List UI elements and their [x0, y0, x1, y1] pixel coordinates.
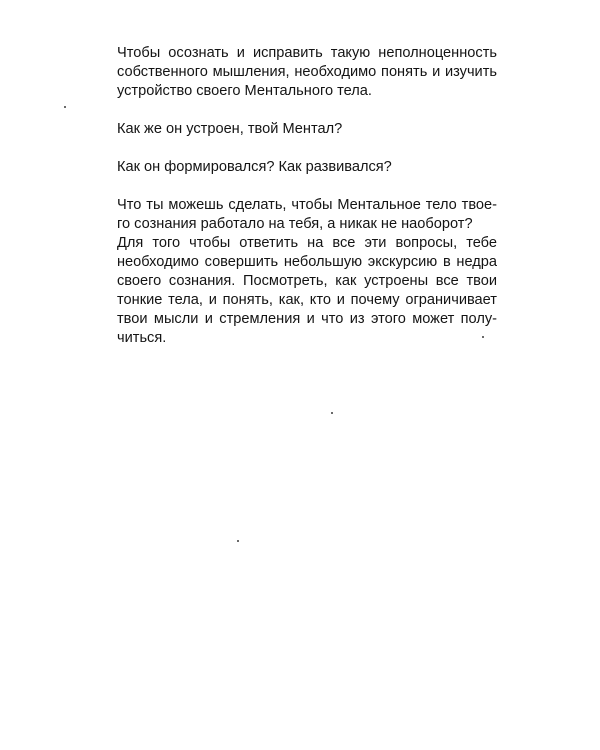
paragraph-3: [117, 158, 497, 177]
text-line: собственного мышления, необходимо понять и изучить: [117, 64, 497, 80]
text-line: Как он формировался? Как развивался?: [117, 159, 392, 175]
scan-speck: [64, 106, 66, 108]
page-body-text: [117, 44, 497, 348]
text-line: Как же он устроен, твой Ментал?: [117, 121, 343, 137]
text-line: Для того чтобы ответить на все эти вопросы, тебе: [117, 235, 497, 251]
text-line: твои мысли и стремления и что из этого может полу-: [117, 311, 497, 327]
paragraph-5: [117, 234, 497, 348]
text-line: го сознания работало на тебя, а никак не наоборот?: [117, 216, 473, 232]
scan-speck: [331, 412, 333, 414]
text-line: необходимо совершить небольшую экскурсию в недра: [117, 254, 497, 270]
paragraph-4: [117, 196, 497, 234]
text-line: Чтобы осознать и исправить такую неполноценность: [117, 45, 497, 61]
text-line: устройство своего Ментального тела.: [117, 83, 372, 99]
text-line: Что ты можешь сделать, чтобы Ментальное тело твое-: [117, 197, 497, 213]
text-line: своего сознания. Посмотреть, как устроены все твои: [117, 273, 497, 289]
text-line: читься.: [117, 330, 167, 346]
paragraph-2: [117, 120, 497, 139]
paragraph-1: [117, 44, 497, 101]
scan-speck: [482, 336, 484, 338]
text-line: тонкие тела, и понять, как, кто и почему ограничивает: [117, 292, 497, 308]
scan-speck: [237, 540, 239, 542]
